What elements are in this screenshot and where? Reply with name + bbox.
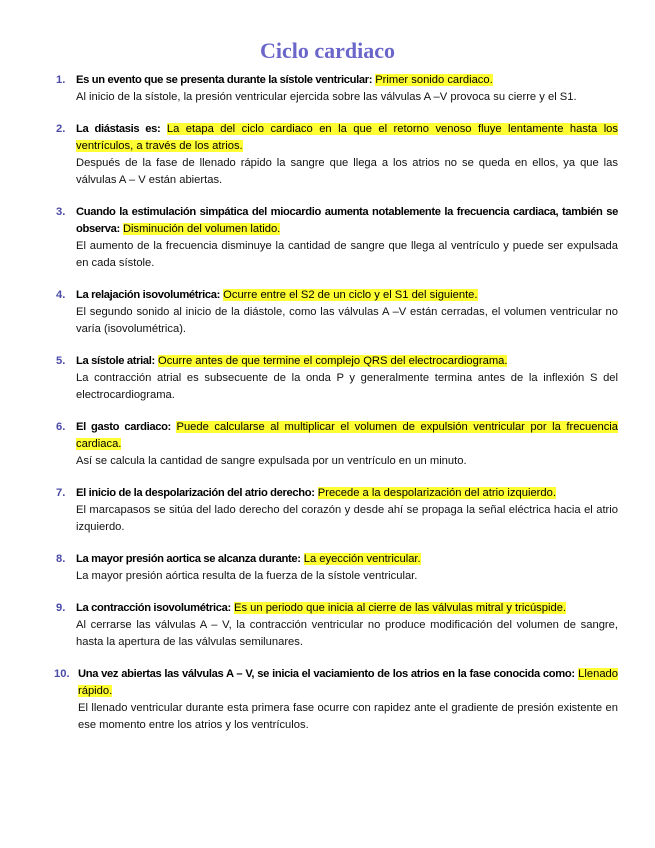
question-line (76, 72, 618, 89)
question-text: La mayor presión aortica se alcanza durante: (76, 553, 301, 565)
question-line (76, 121, 618, 155)
list-item-3 (56, 204, 618, 272)
question-line (76, 419, 618, 453)
question-line (78, 666, 618, 700)
explanation-text: Así se calcula la cantidad de sangre expulsada por un ventrículo en un minuto. (76, 455, 467, 467)
question-text: La sístole atrial: (76, 355, 155, 367)
item-number: 5. (56, 355, 66, 367)
list-item-5 (56, 353, 618, 404)
item-number: 7. (56, 487, 66, 499)
item-number: 3. (56, 206, 66, 218)
answer-highlight: Precede a la despolarización del atrio izquierdo. (317, 487, 556, 499)
question-line (76, 551, 618, 568)
item-number: 9. (56, 602, 66, 614)
question-line (76, 287, 618, 304)
answer-highlight: La etapa del ciclo cardiaco en la que el retorno venoso fluye lentamente hasta los ventrículos, a través de los atrios. (76, 123, 618, 152)
list-item-8 (56, 551, 618, 585)
item-number: 2. (56, 123, 66, 135)
item-number: 6. (56, 421, 66, 433)
item-number: 10. (54, 668, 70, 680)
question-text: La relajación isovolumétrica: (76, 289, 221, 301)
explanation-text: El aumento de la frecuencia disminuye la cantidad de sangre que llega al ventrículo y puede ser expulsada en cada sístole. (76, 240, 618, 269)
answer-highlight: Llenado rápido. (78, 668, 618, 697)
list-item-4 (56, 287, 618, 338)
answer-highlight: Ocurre antes de que termine el complejo QRS del electrocardiograma. (158, 355, 508, 367)
list-item-2 (56, 121, 618, 189)
list-item-9 (56, 600, 618, 651)
explanation-text: El segundo sonido al inicio de la diástole, como las válvulas A –V están cerradas, el volumen ventricular no varía (isovolumétrica). (76, 306, 618, 335)
page-title: Ciclo cardiaco (259, 38, 396, 63)
question-text: Cuando la estimulación simpática del miocardio aumenta notablemente la frecuencia cardiaca, también se observa: (76, 206, 618, 235)
question-line (76, 600, 618, 617)
explanation-text: Después de la fase de llenado rápido la sangre que llega a los atrios no se queda en ellos, ya que las válvulas A – V están abiertas. (76, 157, 618, 186)
explanation-text: La contracción atrial es subsecuente de la onda P y generalmente termina antes de la inflexión S del electrocardiograma. (76, 372, 618, 401)
item-number: 1. (56, 74, 66, 86)
question-text: Es un evento que se presenta durante la sístole ventricular: (76, 74, 373, 86)
explanation-text: El marcapasos se sitúa del lado derecho del corazón y desde ahí se propaga la señal eléctrica hacia el atrio izquierdo. (76, 504, 618, 533)
list-item-7 (56, 485, 618, 536)
explanation-text: El llenado ventricular durante esta primera fase ocurre con rapidez ante el gradiente de presión existente en ese momento entre los atrios y los ventrículos. (78, 702, 618, 731)
question-line (76, 204, 618, 238)
explanation-text: Al inicio de la sístole, la presión ventricular ejercida sobre las válvulas A –V provoca su cierre y el S1. (76, 91, 577, 103)
answer-highlight: Es un periodo que inicia al cierre de las válvulas mitral y tricúspide. (233, 602, 567, 614)
explanation-text: La mayor presión aórtica resulta de la fuerza de la sístole ventricular. (76, 570, 418, 582)
question-text: La diástasis es: (76, 123, 161, 135)
question-text: El inicio de la despolarización del atrio derecho: (76, 487, 315, 499)
item-number: 4. (56, 289, 66, 301)
explanation-text: Al cerrarse las válvulas A – V, la contracción ventricular no produce modificación del volumen de sangre, hasta la apertura de las válvulas semilunares. (76, 619, 618, 648)
question-line (76, 353, 618, 370)
answer-highlight: Disminución del volumen latido. (122, 223, 281, 235)
item-number: 8. (56, 553, 66, 565)
question-text: Una vez abiertas las válvulas A – V, se inicia el vaciamiento de los atrios en la fase conocida como: (78, 668, 575, 680)
question-text: La contracción isovolumétrica: (76, 602, 231, 614)
question-line (76, 485, 618, 502)
question-text: El gasto cardiaco: (76, 421, 171, 433)
answer-highlight: Puede calcularse al multiplicar el volumen de expulsión ventricular por la frecuencia cardiaca. (76, 421, 618, 450)
question-list (56, 72, 618, 749)
answer-highlight: La eyección ventricular. (303, 553, 421, 565)
answer-highlight: Ocurre entre el S2 de un ciclo y el S1 del siguiente. (223, 289, 478, 301)
list-item-6 (56, 419, 618, 470)
list-item-10 (56, 666, 618, 734)
list-item-1 (56, 72, 618, 106)
answer-highlight: Primer sonido cardiaco. (375, 74, 493, 86)
